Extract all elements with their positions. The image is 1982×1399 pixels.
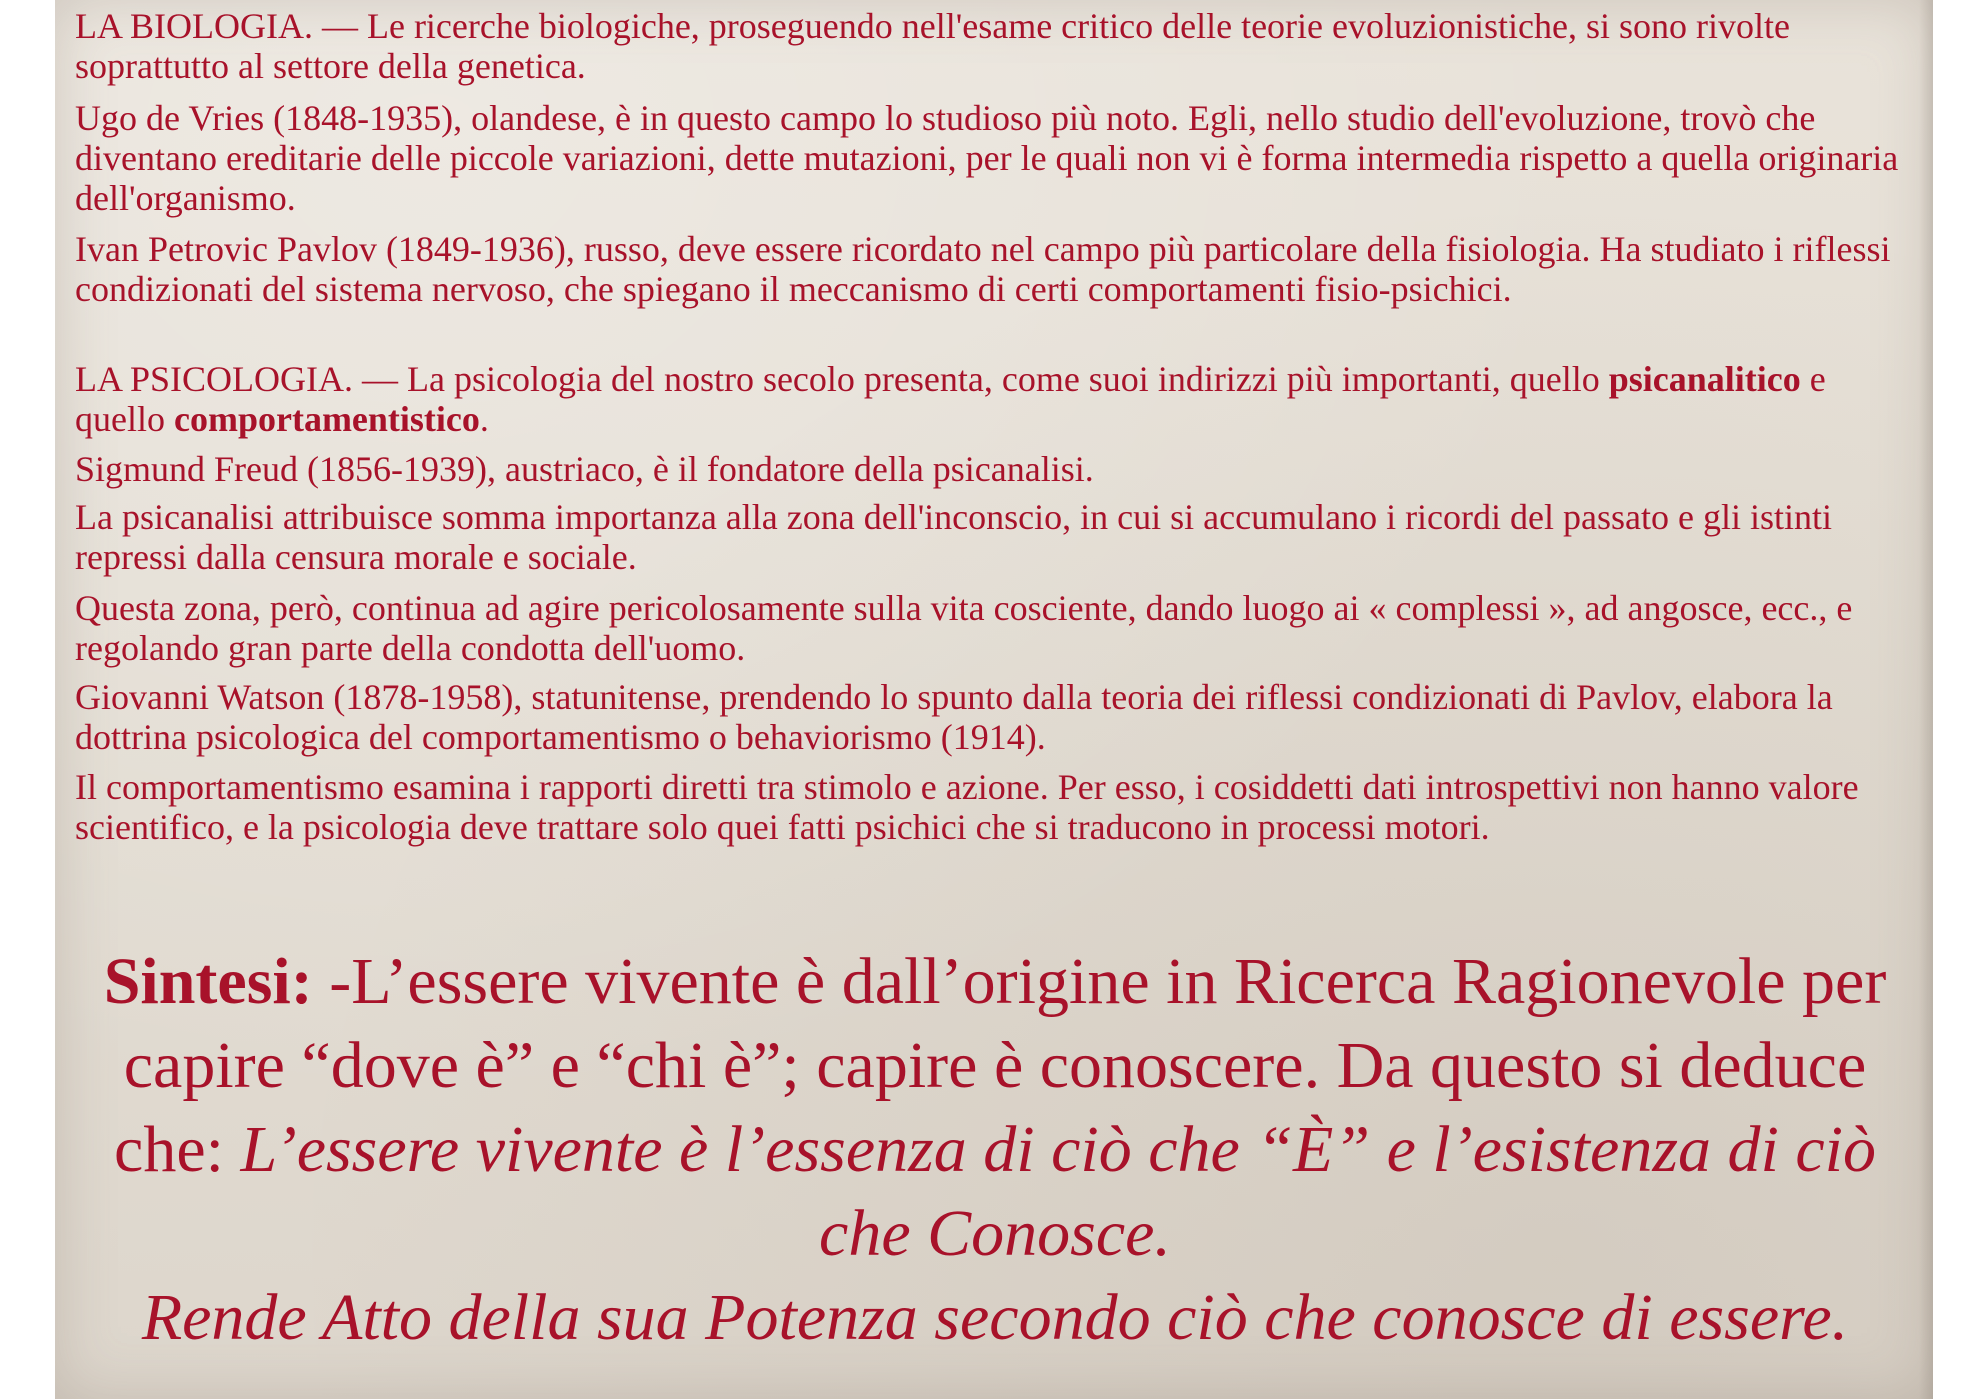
psicanalitico-term: psicanalitico bbox=[1608, 359, 1801, 399]
synthesis-block bbox=[75, 940, 1915, 1360]
psicologia-text-3: . bbox=[479, 399, 489, 439]
psicologia-text-2: e quello bbox=[75, 359, 1826, 439]
comportamentistico-term: comportamentistico bbox=[173, 399, 480, 439]
synthesis-text: -L’essere vivente è dall’origine in Ricerca Ragionevole per capire “dove è” e “chi è”; capire è conoscere. Da questo si deduce che: bbox=[114, 945, 1887, 1186]
paragraph-inconscio-zona: Questa zona, però, continua ad agire pericolosamente sulla vita cosciente, dando luogo ai « complessi », ad angosce, ecc., e regolando gran parte della condotta dell'uomo. bbox=[75, 588, 1853, 668]
paragraph-pavlov: Ivan Petrovic Pavlov (1849-1936), russo, deve essere ricordato nel campo più particolare della fisiologia. Ha studiato i riflessi condizionati del sistema nervoso, che spiegano il meccanismo di certi comportamenti fisio-psichici. bbox=[75, 229, 1891, 309]
synthesis-definition: L’essere vivente è l’essenza di ciò che “È” e l’esistenza di ciò che Conosce. bbox=[240, 1113, 1876, 1270]
paragraph-psicanalisi: La psicanalisi attribuisce somma importanza alla zona dell'inconscio, in cui si accumulano i ricordi del passato e gli istinti repressi dalla censura morale e sociale. bbox=[75, 497, 1832, 577]
paragraph-freud: Sigmund Freud (1856-1939), austriaco, è il fondatore della psicanalisi. bbox=[75, 449, 1094, 489]
psicologia-text-1: LA PSICOLOGIA. — La psicologia del nostro secolo presenta, come suoi indirizzi più importanti, quello bbox=[75, 359, 1609, 399]
synthesis-label: Sintesi: bbox=[103, 945, 313, 1018]
paragraph-psicologia bbox=[75, 359, 1915, 439]
paragraph-comportamentismo: Il comportamentismo esamina i rapporti diretti tra stimolo e azione. Per esso, i cosiddetti dati introspettivi non hanno valore scientifico, e la psicologia deve trattare solo quei fatti psichici che si traducono in processi motori. bbox=[75, 767, 1859, 847]
paragraph-watson: Giovanni Watson (1878-1958), statunitense, prendendo lo spunto dalla teoria dei riflessi condizionati di Pavlov, elabora la dottrina psicologica del comportamentismo o behaviorismo (1914). bbox=[75, 677, 1833, 757]
scanned-page bbox=[55, 0, 1933, 1399]
synthesis-conclusion: Rende Atto della sua Potenza secondo ciò che conosce di essere. bbox=[141, 1281, 1849, 1354]
paragraph-de-vries: Ugo de Vries (1848-1935), olandese, è in questo campo lo studioso più noto. Egli, nello studio dell'evoluzione, trovò che diventano ereditarie delle piccole variazioni, dette mutazioni, per le quali non vi è forma intermedia rispetto a quella originaria dell'organismo. bbox=[75, 98, 1899, 218]
paragraph-biologia: LA BIOLOGIA. — Le ricerche biologiche, proseguendo nell'esame critico delle teorie evoluzionistiche, si sono rivolte soprattutto al settore della genetica. bbox=[75, 6, 1790, 86]
